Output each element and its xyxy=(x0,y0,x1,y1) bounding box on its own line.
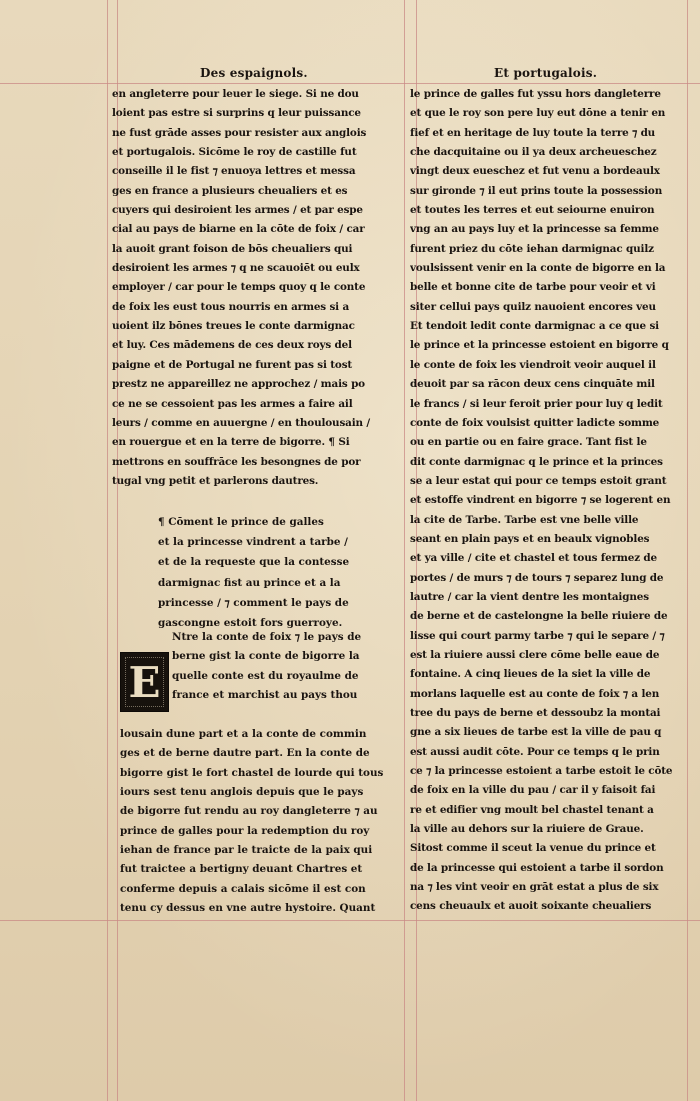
running-header-left: Des espaignols. xyxy=(200,66,308,80)
text-line: voulsissent venir en la conte de bigorre en la xyxy=(410,262,666,275)
text-line: cuyers qui desiroient les armes / et par espe xyxy=(112,204,363,217)
text-line: berne gist la conte de bigorre la xyxy=(172,650,360,663)
text-line: ges et de berne dautre part. En la conte de xyxy=(120,747,370,760)
chapter-title-line: et la princesse vindrent a tarbe / xyxy=(158,536,348,549)
text-line: portes / de murs ⁊ de tours ⁊ separez lung de xyxy=(410,571,664,584)
text-line: cial au pays de biarne en la cōte de foix / car xyxy=(112,223,365,236)
text-line: ou en partie ou en faire grace. Tant fist le xyxy=(410,436,647,449)
text-line: la cite de Tarbe. Tarbe est vne belle ville xyxy=(410,513,639,526)
text-line: na ⁊ les vint veoir en grāt estat a plus de six xyxy=(410,881,659,894)
chapter-title-line: darmignac fist au prince et a la xyxy=(158,576,341,589)
text-line: la ville au dehors sur la riuiere de Graue. xyxy=(410,823,644,836)
text-line: le francs / si leur feroit prier pour luy q ledit xyxy=(410,397,663,410)
text-line: che dacquitaine ou il ya deux archeueschez xyxy=(410,146,657,159)
text-line: lousain dune part et a la conte de commin xyxy=(120,728,367,740)
text-line: iehan de france par le traicte de la paix qui xyxy=(120,844,373,857)
chapter-title-line: et de la requeste que la contesse xyxy=(158,556,350,569)
chapter-title-line: ¶ Cōment le prince de galles xyxy=(158,516,324,528)
text-line: prestz ne appareillez ne approchez / mais po xyxy=(112,378,365,391)
text-line: siter cellui pays quilz nauoient encores veu xyxy=(410,300,656,313)
text-line: est aussi audit cōte. Pour ce temps q le prin xyxy=(410,745,660,758)
text-line: tree du pays de berne et dessoubz la montai xyxy=(410,707,661,719)
running-header-right: Et portugalois. xyxy=(494,66,598,80)
text-line: conte de foix voulsist quitter ladicte somme xyxy=(410,416,660,429)
text-line: se a leur estat qui pour ce temps estoit grant xyxy=(410,474,667,487)
text-line: ges en france a plusieurs cheualiers et es xyxy=(112,184,348,197)
text-line: paigne et de Portugal ne furent pas si tost xyxy=(112,358,353,371)
margin-rule xyxy=(0,920,700,921)
text-line: et que le roy son pere luy eut dōne a tenir en xyxy=(410,107,666,120)
margin-rule xyxy=(107,0,108,1101)
text-line: uoient ilz bōnes treues le conte darmignac xyxy=(112,320,355,333)
text-line: vng an au pays luy et la princesse sa femme xyxy=(410,223,659,236)
margin-rule xyxy=(0,83,700,84)
text-line: fontaine. A cinq lieues de la siet la ville de xyxy=(410,668,651,681)
text-line: ne fust grāde asses pour resister aux anglois xyxy=(112,126,367,139)
text-line: tugal vng petit et parlerons dautres. xyxy=(112,474,319,487)
text-line: en rouergue et en la terre de bigorre. ¶ Si xyxy=(112,436,350,449)
text-line: de bigorre fut rendu au roy dangleterre ⁊ au xyxy=(120,805,378,818)
text-line: france et marchist au pays thou xyxy=(172,689,358,702)
text-line: quelle conte est du royaulme de xyxy=(172,669,359,682)
dropcap-text xyxy=(172,628,404,705)
text-line: conferme depuis a calais sicōme il est con xyxy=(120,882,366,895)
text-line: et luy. Ces mādemens de ces deux roys del xyxy=(112,339,352,352)
right-column-text xyxy=(410,85,688,917)
text-line: Sitost comme il sceut la venue du prince et xyxy=(410,842,656,855)
margin-rule xyxy=(404,0,405,1101)
text-line: le prince et la princesse estoient en bigorre q xyxy=(410,339,669,352)
text-line: est la riuiere aussi clere cōme belle eaue de xyxy=(410,648,660,661)
text-line: la auoit grant foison de bōs cheualiers qui xyxy=(112,242,353,255)
text-line: Ntre la conte de foix ⁊ le pays de xyxy=(172,631,362,643)
text-line: loient pas estre si surprins q leur puissance xyxy=(112,107,361,120)
text-line: en angleterre pour leuer le siege. Si ne dou xyxy=(112,88,359,100)
text-line: furent priez du cōte iehan darmignac quilz xyxy=(410,242,654,255)
text-line: employer / car pour le temps quoy q le conte xyxy=(112,281,366,294)
text-line: dit conte darmignac q le prince et la princes xyxy=(410,455,663,468)
text-line: de foix en la ville du pau / car il y faisoit fai xyxy=(410,784,656,797)
chapter-title-line: gascongne estoit fors guerroye. xyxy=(158,617,343,630)
text-line: de berne et de castelongne la belle riuiere de xyxy=(410,610,668,623)
text-line: belle et bonne cite de tarbe pour veoir et vi xyxy=(410,281,656,294)
text-line: le conte de foix les viendroit veoir auquel il xyxy=(410,358,656,371)
text-line: leurs / comme en auuergne / en thoulousain / xyxy=(112,416,371,429)
left-column-text xyxy=(112,85,404,491)
text-line: re et edifier vng moult bel chastel tenant a xyxy=(410,803,654,816)
text-line: prince de galles pour la redemption du roy xyxy=(120,824,370,837)
text-line: vingt deux eueschez et fut venu a bordeaulx xyxy=(410,165,660,178)
text-line: fut traictee a bertigny deuant Chartres et xyxy=(120,863,363,876)
text-line: cens cheuaulx et auoit soixante cheualiers xyxy=(410,900,652,913)
text-line: lisse qui court parmy tarbe ⁊ qui le separe / ⁊ xyxy=(410,629,665,642)
text-line: gne a six lieues de tarbe est la ville de pau q xyxy=(410,726,662,739)
text-line: de la princesse qui estoient a tarbe il sordon xyxy=(410,861,664,874)
text-line: tenu cy dessus en vne autre hystoire. Quant xyxy=(120,902,376,915)
left-column-continuation xyxy=(120,725,406,918)
text-line: de foix les eust tous nourris en armes si a xyxy=(112,300,350,313)
text-line: et portugalois. Sicōme le roy de castille fut xyxy=(112,146,357,159)
text-line: sur gironde ⁊ il eut prins toute la possession xyxy=(410,184,663,197)
text-line: conseille il le fist ⁊ enuoya lettres et messa xyxy=(112,165,356,178)
chapter-title xyxy=(158,512,398,633)
text-line: deuoit par sa rācon deux cens cinquāte mil xyxy=(410,378,655,391)
text-line: morlans laquelle est au conte de foix ⁊ a len xyxy=(410,687,660,700)
text-line: lautre / car la vient dentre les montaignes xyxy=(410,590,649,603)
text-line: ce ne se cessoient pas les armes a faire ail xyxy=(112,397,353,410)
text-line: mettrons en souffrāce les besongnes de por xyxy=(112,455,361,468)
text-line: bigorre gist le fort chastel de lourde qui tous xyxy=(120,766,384,779)
text-line: iours sest tenu anglois depuis que le pays xyxy=(120,786,364,799)
text-line: et toutes les terres et eut seiourne enuiron xyxy=(410,204,655,217)
chapter-title-line: princesse / ⁊ comment le pays de xyxy=(158,596,349,609)
text-line: desiroient les armes ⁊ q ne scauoiēt ou eulx xyxy=(112,262,360,275)
text-line: seant en plain pays et en beaulx vignobles xyxy=(410,532,650,545)
text-line: ce ⁊ la princesse estoient a tarbe estoit le cōte xyxy=(410,765,673,778)
text-line: et estoffe vindrent en bigorre ⁊ se logerent en xyxy=(410,494,671,507)
decorated-initial: E xyxy=(120,652,169,712)
text-line: fief et en heritage de luy toute la terre ⁊ du xyxy=(410,126,656,139)
text-line: et ya ville / cite et chastel et tous fermez de xyxy=(410,552,657,565)
text-line: le prince de galles fut yssu hors dangleterre xyxy=(410,88,661,100)
text-line: Et tendoit ledit conte darmignac a ce que si xyxy=(410,320,659,333)
